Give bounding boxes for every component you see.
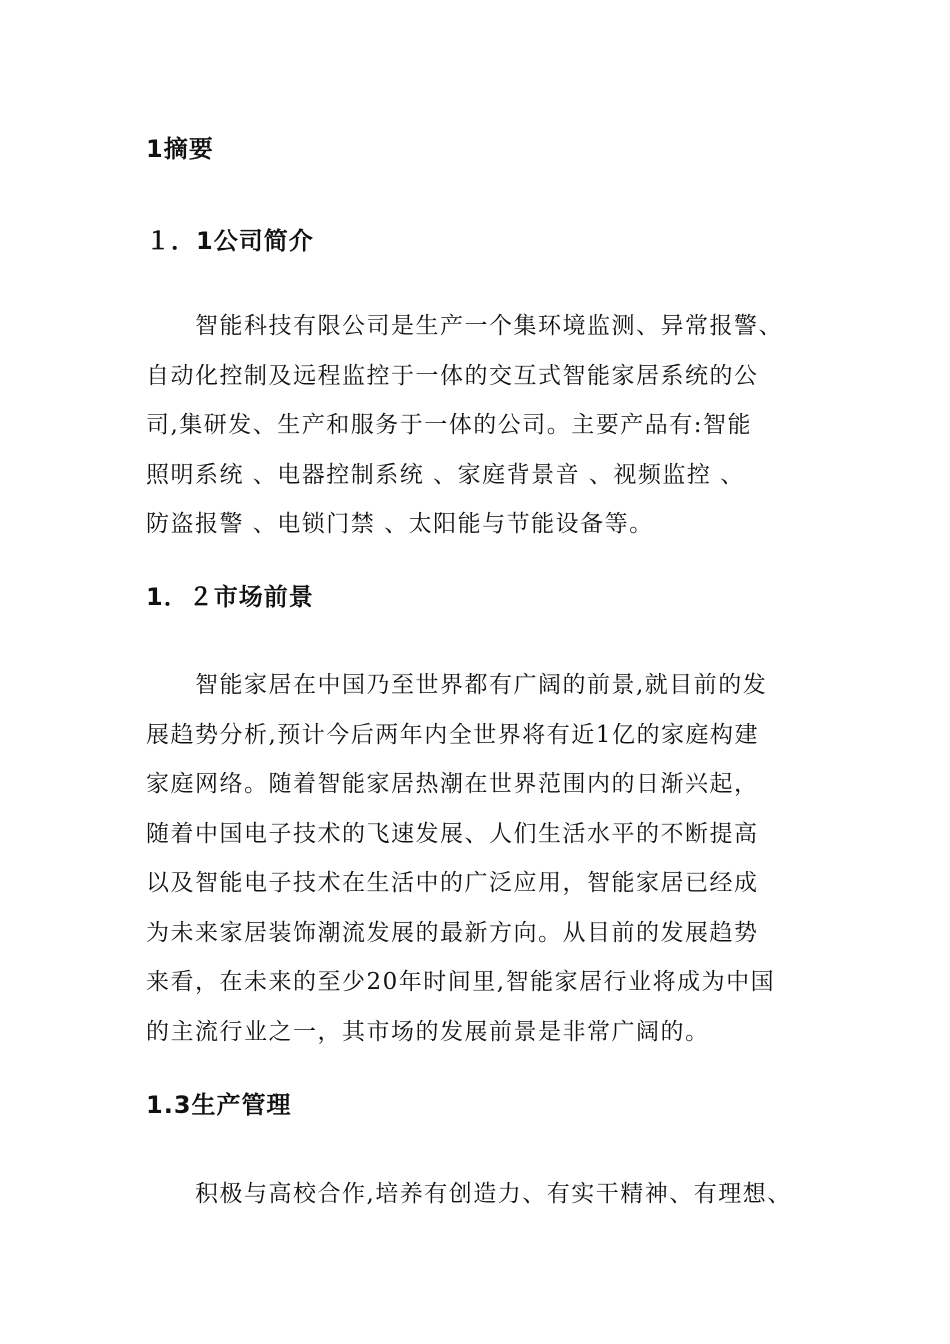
text-line: 照明系统 、电器控制系统 、家庭背景音 、视频监控 、 [146, 461, 745, 488]
text-line: 家庭网络。随着智能家居热潮在世界范围内的日渐兴起， [146, 771, 759, 797]
text-line: 积极与高校合作,培养有创造力、有实干精神、有理想、 [146, 1181, 792, 1207]
paragraph-production-management [146, 1170, 826, 1220]
text-line: 司,集研发、生产和服务于一体的公司。主要产品有:智能 [146, 412, 753, 438]
section-heading-summary: 1摘要 [146, 135, 214, 163]
paragraph-market-outlook [146, 661, 826, 1057]
text-line: 智能家居在中国乃至世界都有广阔的前景,就目前的发 [146, 672, 768, 698]
section-heading-company-intro: １．1公司简介 [146, 227, 314, 255]
text-line: 展趋势分析,预计今后两年内全世界将有近1亿的家庭构建 [146, 721, 759, 748]
text-line: 防盗报警 、电锁门禁 、太阳能与节能设备等。 [146, 511, 654, 537]
text-line: 智能科技有限公司是生产一个集环境监测、异常报警、 [146, 313, 783, 339]
section-heading-market-outlook: 1．２市场前景 [146, 583, 314, 611]
text-line: 随着中国电子技术的飞速发展、人们生活水平的不断提高 [146, 820, 759, 847]
text-line: 的主流行业之一，其市场的发展前景是非常广阔的。 [146, 1018, 710, 1045]
text-line: 自动化控制及远程监控于一体的交互式智能家居系统的公 [146, 362, 759, 389]
text-line: 为未来家居装饰潮流发展的最新方向。从目前的发展趋势 [146, 919, 759, 946]
paragraph-company-intro [146, 302, 826, 550]
text-line: 来看，在未来的至少20年时间里,智能家居行业将成为中国 [146, 969, 776, 995]
section-heading-production-management: 1.3生产管理 [146, 1091, 292, 1119]
text-line: 以及智能电子技术在生活中的广泛应用，智能家居已经成 [146, 870, 759, 896]
